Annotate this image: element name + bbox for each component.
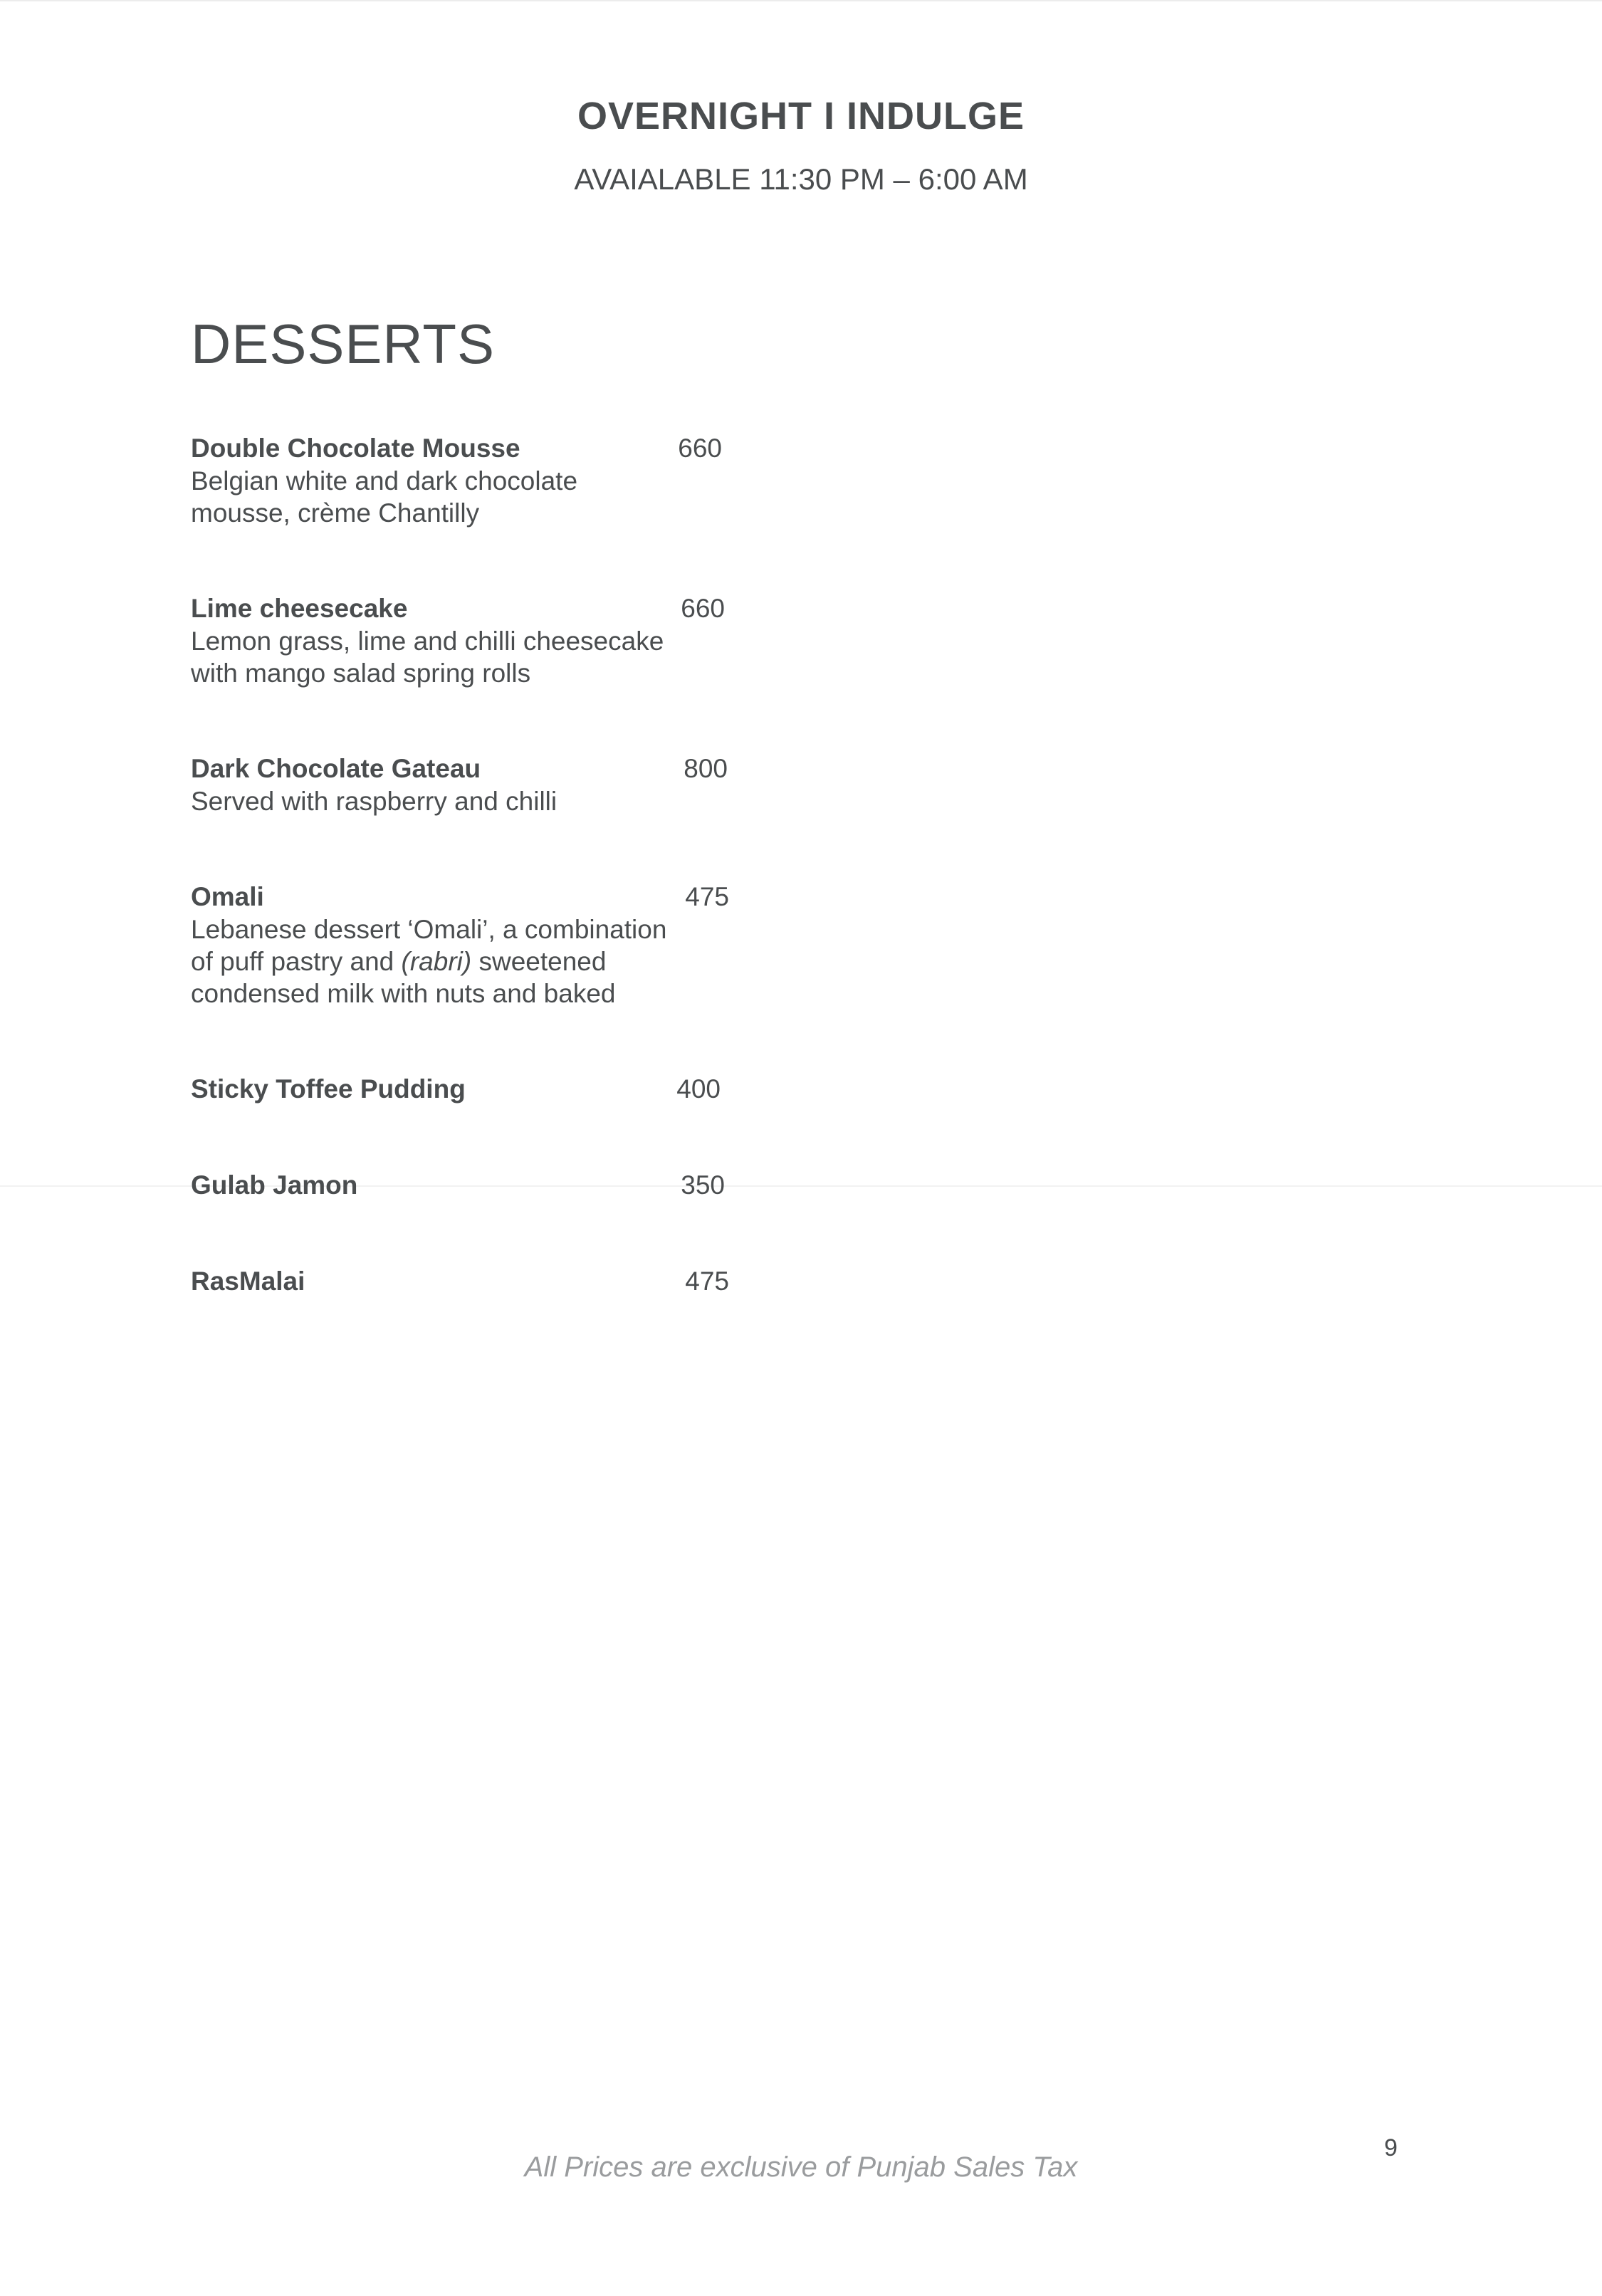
- item-price: 475: [685, 1267, 729, 1296]
- item-name: Double Chocolate Mousse: [191, 434, 520, 463]
- menu-item: [191, 592, 732, 689]
- item-description-line: Lebanese dessert ‘Omali’, a combination: [191, 915, 667, 944]
- description-italic-term: (rabri): [401, 947, 472, 976]
- item-price: 400: [676, 1074, 721, 1104]
- item-name: Dark Chocolate Gateau: [191, 754, 481, 783]
- menu-item: [191, 1169, 732, 1202]
- menu-item: [191, 432, 732, 529]
- item-description-line: with mango salad spring rolls: [191, 659, 531, 688]
- item-name: RasMalai: [191, 1267, 305, 1296]
- menu-item: [191, 1265, 732, 1298]
- item-description-line: condensed milk with nuts and baked: [191, 979, 616, 1008]
- item-name: Lime cheesecake: [191, 594, 408, 623]
- item-description-line: Lemon grass, lime and chilli cheesecake: [191, 627, 664, 656]
- item-name: Gulab Jamon: [191, 1170, 358, 1200]
- description-text: sweetened: [471, 947, 607, 976]
- item-price: 800: [684, 754, 728, 783]
- item-name: Sticky Toffee Pudding: [191, 1074, 466, 1104]
- item-price: 660: [678, 434, 722, 463]
- item-price: 350: [681, 1170, 725, 1200]
- page-number: 9: [1384, 2134, 1398, 2161]
- item-name: Omali: [191, 882, 264, 911]
- item-description-line: [191, 945, 732, 977]
- item-description-line: mousse, crème Chantilly: [191, 498, 480, 528]
- section-title: DESSERTS: [191, 313, 496, 375]
- top-divider: [0, 0, 1602, 1]
- menu-title: OVERNIGHT I INDULGE: [577, 95, 1025, 137]
- menu-item: [191, 753, 732, 817]
- menu-item: [191, 881, 732, 1010]
- tax-note: All Prices are exclusive of Punjab Sales Tax: [524, 2151, 1078, 2183]
- menu-item: [191, 1073, 732, 1106]
- availability-hours: AVAIALABLE 11:30 PM – 6:00 AM: [574, 162, 1028, 196]
- item-description-line: Belgian white and dark chocolate: [191, 466, 578, 496]
- description-text: of puff pastry and: [191, 947, 402, 976]
- item-description-line: Served with raspberry and chilli: [191, 787, 557, 816]
- item-price: 475: [685, 882, 729, 911]
- item-price: 660: [681, 594, 725, 623]
